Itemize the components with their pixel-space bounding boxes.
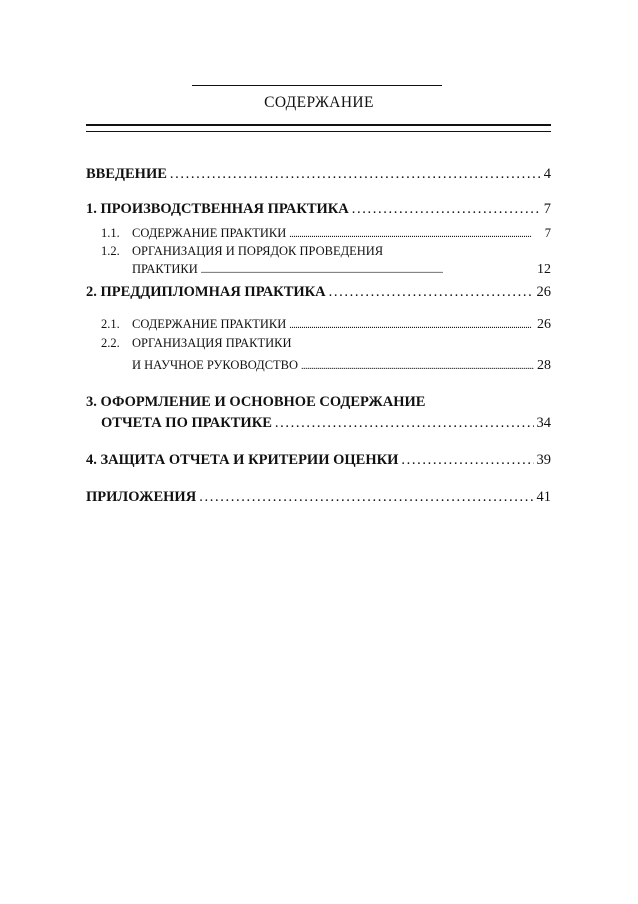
toc-page: 39: [536, 452, 551, 468]
toc-label-line1: 3. ОФОРМЛЕНИЕ И ОСНОВНОЕ СОДЕРЖАНИЕ: [86, 394, 426, 410]
toc-entry-1-2[interactable]: [86, 244, 551, 278]
toc-label: ПРИЛОЖЕНИЯ: [86, 489, 197, 505]
toc-leader: [329, 284, 534, 301]
toc-entry-section-3[interactable]: [86, 394, 551, 432]
toc-number: 1.2.: [101, 244, 120, 258]
toc-number: 2.1.: [101, 317, 120, 331]
title-double-rule: [86, 124, 551, 132]
toc-label-line2: И НАУЧНОЕ РУКОВОДСТВО: [132, 358, 299, 372]
toc-page: 34: [536, 415, 551, 431]
toc-label: ВВЕДЕНИЕ: [86, 166, 167, 182]
toc-label: 1. ПРОИЗВОДСТВЕННАЯ ПРАКТИКА: [86, 201, 349, 217]
toc-page: 7: [544, 226, 551, 240]
toc-page: 7: [543, 201, 551, 217]
toc-entry-section-2[interactable]: [86, 284, 551, 301]
toc-entry-2-2[interactable]: [86, 336, 551, 374]
toc-page: 26: [537, 317, 551, 332]
toc-leader: [301, 358, 534, 373]
toc-entry-1-1[interactable]: [86, 226, 551, 241]
toc-leader: [199, 489, 533, 506]
toc-label-line2: ПРАКТИКИ: [132, 262, 198, 276]
toc-entry-appendix[interactable]: [86, 489, 551, 506]
toc-label: 2. ПРЕДДИПЛОМНАЯ ПРАКТИКА: [86, 284, 326, 300]
toc-leader: [289, 226, 542, 241]
toc-page: 28: [537, 358, 551, 373]
toc-entry-section-4[interactable]: [86, 452, 551, 469]
toc-label: 4. ЗАЩИТА ОТЧЕТА И КРИТЕРИИ ОЦЕНКИ: [86, 452, 399, 468]
toc-leader: [401, 452, 533, 469]
toc-leader: [170, 166, 541, 183]
toc-label-line1: ОРГАНИЗАЦИЯ ПРАКТИКИ: [132, 336, 292, 350]
table-of-contents: [86, 160, 551, 506]
toc-label-line1: ОРГАНИЗАЦИЯ И ПОРЯДОК ПРОВЕДЕНИЯ: [132, 244, 384, 258]
toc-page: 4: [543, 166, 551, 182]
toc-page: 12: [537, 262, 551, 277]
toc-label: СОДЕРЖАНИЕ ПРАКТИКИ: [132, 317, 287, 331]
toc-number: 2.2.: [101, 336, 120, 350]
toc-leader: [275, 415, 534, 432]
toc-entry-2-1[interactable]: [86, 317, 551, 333]
toc-page: 26: [536, 284, 551, 300]
toc-page: 41: [536, 489, 551, 505]
toc-leader: [289, 317, 534, 332]
toc-entry-section-1[interactable]: [86, 201, 551, 218]
toc-number: 1.1.: [101, 226, 120, 240]
toc-label: СОДЕРЖАНИЕ ПРАКТИКИ: [132, 226, 287, 240]
toc-leader: [201, 262, 534, 277]
toc-entry-intro[interactable]: [86, 166, 551, 183]
top-rule: [192, 85, 442, 86]
page-title: СОДЕРЖАНИЕ: [264, 94, 374, 111]
toc-label-line2: ОТЧЕТА ПО ПРАКТИКЕ: [101, 415, 272, 431]
toc-leader: [352, 201, 541, 218]
